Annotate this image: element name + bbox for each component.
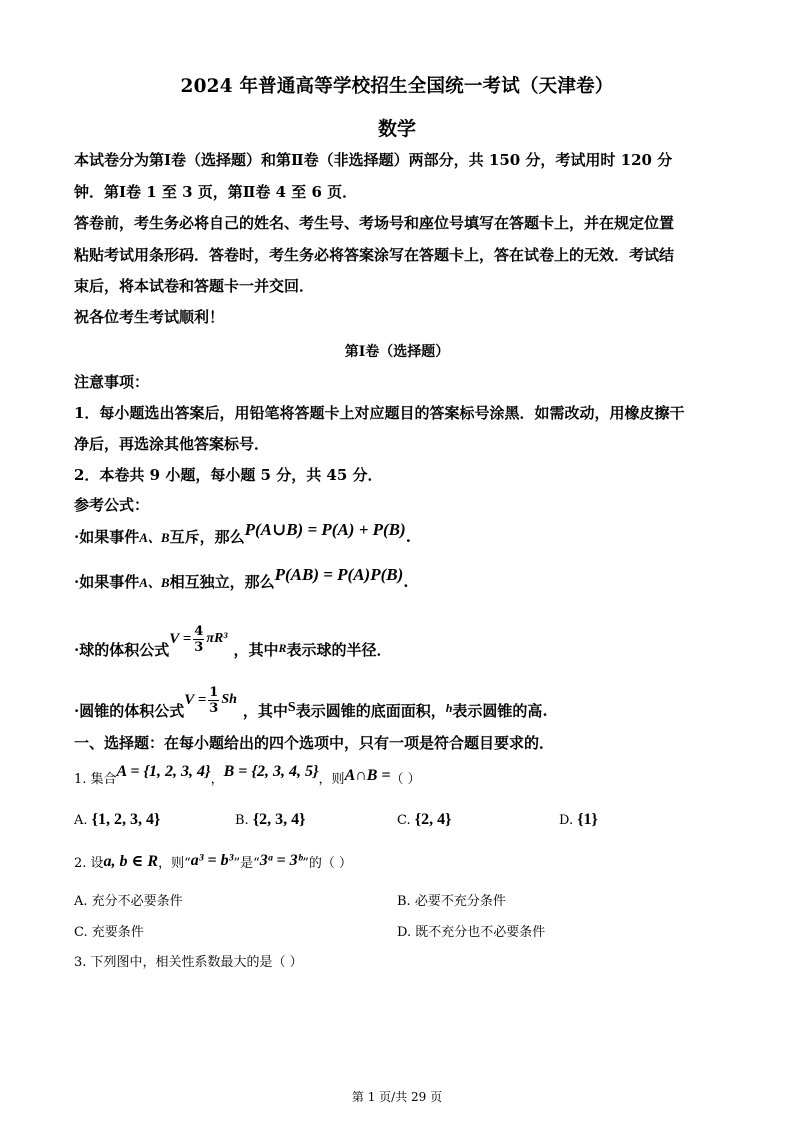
q2-option-c[interactable] [74,921,144,940]
formula-2: ·如果事件A、B相互独立，那么P(AB) = P(A)P(B). [74,565,409,591]
formula-3-text: ·球的体积公式 [74,641,170,659]
q2-end: ”的（ ） [302,855,353,871]
formula-2-math: P(AB) = P(A)P(B) [274,565,404,584]
q1-prefix: 1. 集合 [74,772,117,787]
intro-line-1: 本试卷分为第Ⅰ卷（选择题）和第Ⅱ卷（非选择题）两部分，共 150 分，考试用时 120 分 [74,151,673,169]
option-value: 充要条件 [91,925,144,940]
q2-option-b[interactable] [397,890,506,909]
question-3: 3. 下列图中，相关性系数最大的是（ ） [74,955,303,970]
intro-line-6: 祝各位考生考试顺利！ [74,308,225,326]
formula-4-rhs: Sh [221,692,237,707]
option-label: D. [559,813,574,828]
q1-math-3: A∩B = [344,766,391,784]
q1-option-d[interactable] [559,811,598,829]
formula-3-var: R [278,641,287,655]
option-label: A. [74,813,88,828]
page-number: 第 1 页/共 29 页 [351,1090,443,1104]
formula-3-tail1: ，其中 [233,641,279,659]
q2-mid-1: ，则“ [158,855,191,871]
formula-3-rhs: πR³ [206,631,228,646]
formula-4-tail3: 表示圆锥的高. [452,702,548,720]
q1-sep: ， [210,772,224,787]
part-1-heading: 一、选择题：在每小题给出的四个选项中，只有一项是符合题目要求的． [74,734,555,752]
formula-4-num: 1 [209,684,219,700]
formula-1: ·如果事件A、B互斥，那么P(A∪B) = P(A) + P(B). [74,520,411,546]
formula-3-den: 3 [194,639,204,655]
formula-4 [74,678,548,722]
option-label: C. [74,925,88,940]
question-1 [74,762,421,787]
q1-math-2: B = {2, 3, 4, 5} [223,762,319,780]
q1-math-1: A = {1, 2, 3, 4} [116,762,211,780]
q2-math-1: a, b ∈ R [103,853,159,870]
formula-3-num: 4 [194,623,204,639]
formula-4-lhs: V = [184,692,207,708]
note-2: 2．本卷共 9 小题，每小题 5 分，共 45 分． [74,466,383,484]
note-1b: 净后，再选涂其他答案标号． [74,435,270,453]
intro-line-4: 粘贴考试用条形码．答卷时，考生务必将答案涂写在答题卡上，答在试卷上的无效．考试结 [74,246,675,264]
formula-4-text: ·圆锥的体积公式 [74,702,185,720]
page-title: 2024 年普通高等学校招生全国统一考试（天津卷） [180,76,614,97]
formula-2-vars: A、B [139,575,170,590]
formula-4-tail2: 表示圆锥的底面面积， [295,702,446,720]
formula-4-var1: S [287,700,296,715]
option-label: D. [397,925,412,940]
q1-paren: （ ） [390,772,421,787]
formula-4-var2: h [445,701,453,715]
option-value: 充分不必要条件 [91,894,183,909]
formula-1-mid: 互斥，那么 [169,528,245,546]
q2-math-3: 3ᵃ = 3ᵇ [259,852,303,869]
q2-mid-2: ”是“ [233,855,260,871]
formula-1-math: P(A∪B) = P(A) + P(B) [244,520,406,539]
note-1a: 1．每小题选出答案后，用铅笔将答题卡上对应题目的答案标号涂黑．如需改动，用橡皮擦干 [74,404,685,422]
notes-label: 注意事项： [74,373,150,391]
option-label: B. [235,813,249,828]
section-heading: 第Ⅰ卷（选择题） [344,344,450,360]
option-label: C. [397,813,411,828]
formula-4-den: 3 [209,700,219,716]
option-value: {2, 3, 4} [252,811,306,828]
q1-option-b[interactable] [235,811,305,829]
formulas-label: 参考公式： [74,496,150,514]
intro-line-2: 钟．第Ⅰ卷 1 至 3 页，第Ⅱ卷 4 至 6 页． [74,183,358,201]
formula-1-text: ·如果事件 [74,528,140,546]
formula-2-text: ·如果事件 [74,573,140,591]
q2-prefix: 2. 设 [74,855,104,871]
formula-4-tail1: ，其中 [242,702,288,720]
q2-option-a[interactable] [74,890,183,909]
q2-math-2: a³ = b³ [190,852,234,869]
formula-3 [74,617,392,661]
formula-2-mid: 相互独立，那么 [169,573,275,591]
option-value: {1, 2, 3, 4} [91,811,161,828]
option-label: A. [74,894,88,909]
formula-1-vars: A、B [139,530,170,545]
question-2 [74,851,352,871]
q1-option-a[interactable] [74,811,160,829]
option-label: B. [397,894,411,909]
option-value: {1} [577,811,598,828]
option-value: {2, 4} [414,811,452,828]
option-value: 既不充分也不必要条件 [415,925,546,940]
formula-3-lhs: V = [169,631,192,647]
intro-line-3: 答卷前，考生务必将自己的姓名、考生号、考场号和座位号填写在答题卡上，并在规定位置 [74,214,675,232]
intro-line-5: 束后，将本试卷和答题卡一并交回． [74,277,315,295]
q1-then: ，则 [318,772,345,787]
q1-option-c[interactable] [397,811,451,829]
formula-3-tail2: 表示球的半径． [286,641,392,659]
option-value: 必要不充分条件 [414,894,506,909]
subject-title: 数学 [377,118,416,140]
q2-option-d[interactable] [397,921,545,940]
